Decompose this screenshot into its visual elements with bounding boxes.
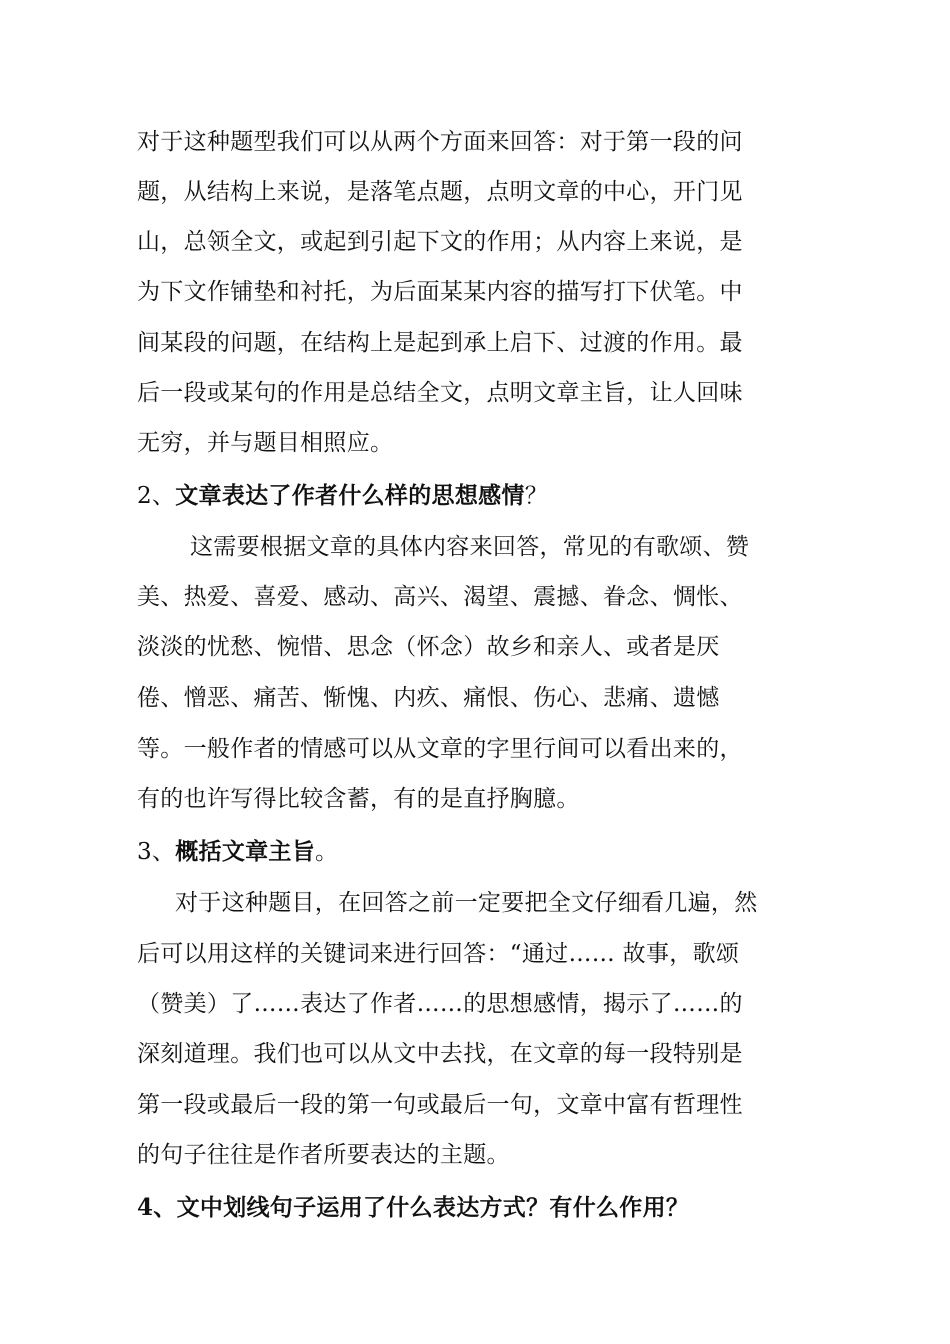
paragraph-2-line-5: 等。一般作者的情感可以从文章的字里行间可以看出来的， — [137, 736, 743, 762]
heading-2-number: 2、 — [137, 483, 176, 509]
paragraph-1-line-2: 题，从结构上来说，是落笔点题，点明文章的中心，开门见 — [137, 179, 743, 205]
paragraph-3-line-3: （赞美）了……表达了作者……的思想感情，揭示了……的 — [137, 991, 743, 1017]
heading-2-suffix: ？ — [524, 483, 549, 509]
paragraph-3-line-6: 的句子往往是作者所要表达的主题。 — [137, 1142, 510, 1168]
paragraph-1-line-1: 对于这种题型我们可以从两个方面来回答：对于第一段的问 — [137, 129, 743, 155]
paragraph-1-line-4: 为下文作铺垫和衬托，为后面某某内容的描写打下伏笔。中 — [137, 279, 743, 305]
paragraph-3-line-1: 对于这种题目，在回答之前一定要把全文仔细看几遍，然 — [175, 890, 758, 916]
paragraph-3-line-4: 深刻道理。我们也可以从文中去找，在文章的每一段特别是 — [137, 1041, 743, 1067]
paragraph-2-line-1: 这需要根据文章的具体内容来回答，常见的有歌颂、赞 — [190, 534, 750, 560]
paragraph-1-line-7: 无穷，并与题目相照应。 — [137, 430, 394, 456]
section-heading-2 — [137, 482, 548, 510]
section-heading-3 — [137, 838, 338, 866]
paragraph-3-line-5: 第一段或最后一段的第一句或最后一句，文章中富有哲理性 — [137, 1092, 743, 1118]
heading-3-title: 概括文章主旨 — [175, 838, 316, 865]
paragraph-2-line-2: 美、热爱、喜爱、感动、高兴、渴望、震撼、眷念、惆怅、 — [137, 584, 743, 610]
paragraph-1-line-6: 后一段或某句的作用是总结全文，点明文章主旨，让人回味 — [137, 380, 743, 406]
paragraph-2-line-3: 淡淡的忧愁、惋惜、思念（怀念）故乡和亲人、或者是厌 — [137, 634, 720, 660]
heading-3-suffix: 。 — [315, 839, 339, 865]
heading-2-title: 文章表达了作者什么样的思想感情 — [175, 482, 525, 509]
paragraph-2-line-4: 倦、憎恶、痛苦、惭愧、内疚、痛恨、伤心、悲痛、遗憾 — [137, 685, 720, 711]
paragraph-3-line-2: 后可以用这样的关键词来进行回答：“通过…… 故事，歌颂 — [137, 941, 740, 967]
paragraph-1-line-5: 间某段的问题，在结构上是起到承上启下、过渡的作用。最 — [137, 330, 743, 356]
section-heading-4: 4、文中划线句子运用了什么表达方式？有什么作用？ — [137, 1194, 690, 1221]
paragraph-2-line-6: 有的也许写得比较含蓄，有的是直抒胸臆。 — [137, 786, 580, 812]
paragraph-1-line-3: 山，总领全文，或起到引起下文的作用；从内容上来说，是 — [137, 229, 743, 255]
heading-3-number: 3、 — [137, 839, 176, 865]
